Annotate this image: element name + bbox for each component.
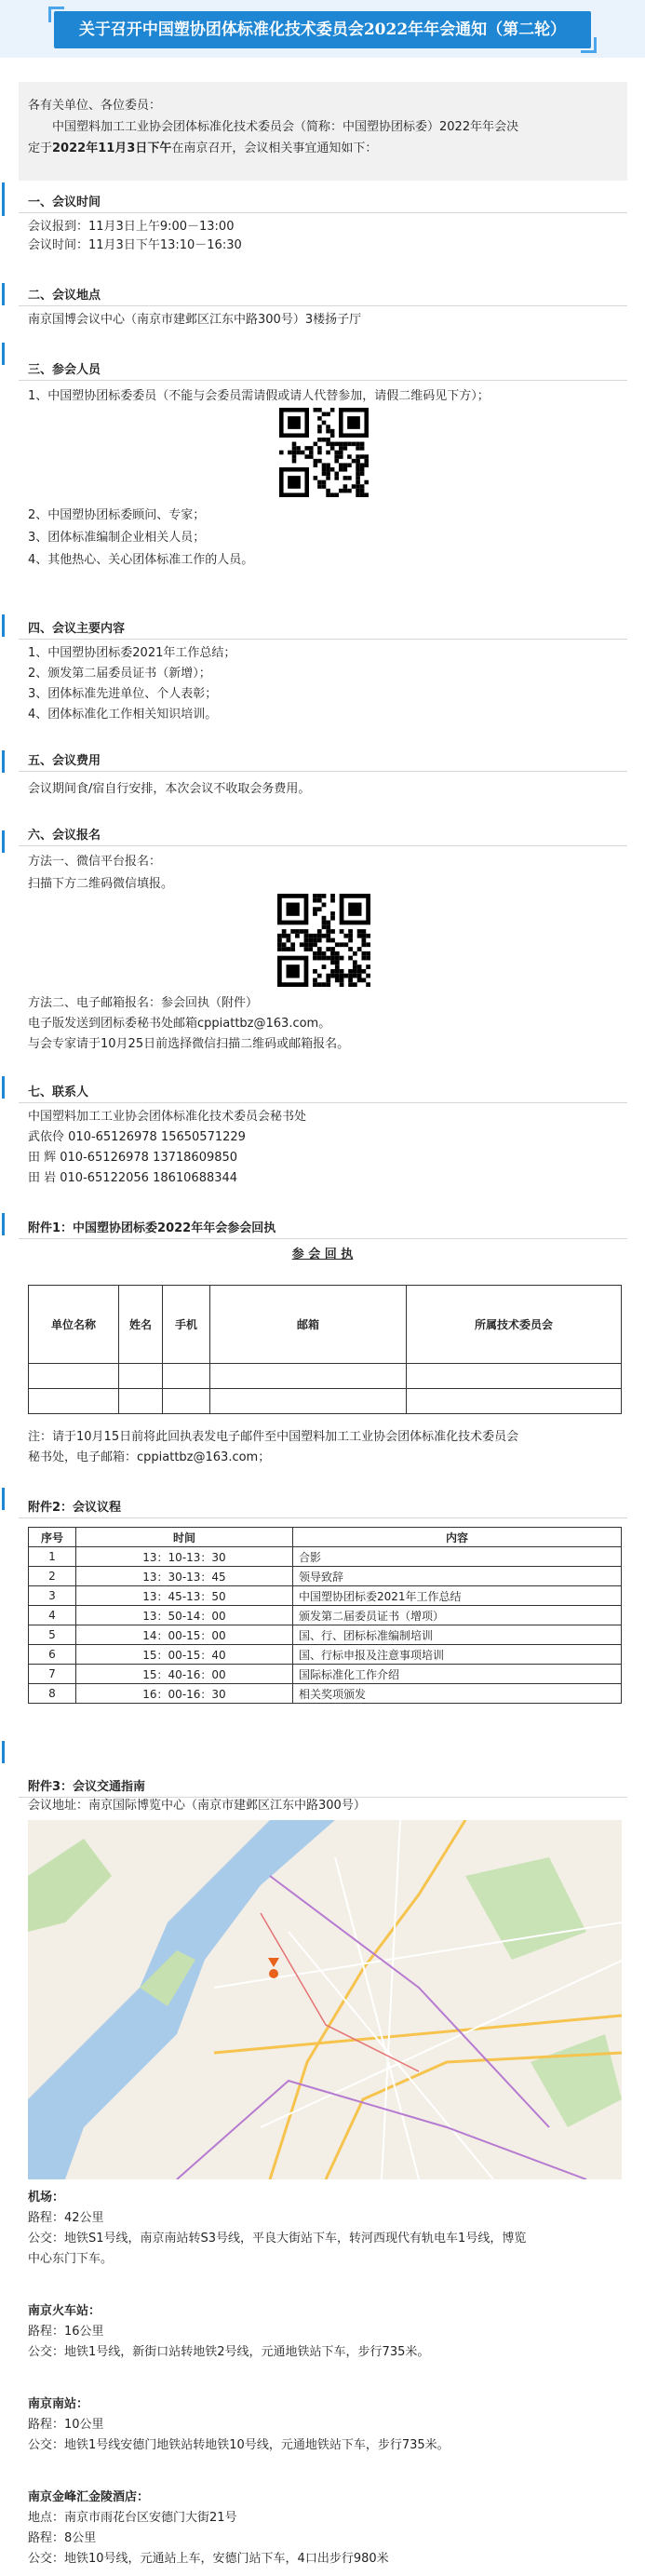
qr-code-register[interactable] [277,894,370,987]
s1-line-2: 会议时间：11月3日下午13:10－16:30 [28,238,242,252]
receipt-empty-row[interactable] [29,1364,622,1389]
divider [19,639,627,640]
agenda-row [29,1586,622,1606]
airport-distance: 路程：42公里 [28,2211,104,2225]
south-distance: 路程：10公里 [28,2418,104,2432]
greeting: 各有关单位、各位委员： [28,99,162,113]
section-1-title: 一、会议时间 [28,196,101,209]
s6-line-3: 方法二、电子邮箱报名：参会回执（附件） [28,996,259,1010]
divider [19,1102,627,1103]
agenda-content: 相关奖项颁发 [293,1684,622,1704]
agenda-no: 6 [29,1645,76,1665]
receipt-header: 所属技术委员会 [407,1286,622,1364]
s3-line-2: 2、中国塑协团标委顾问、专家； [28,508,206,522]
s6-line-4: 电子版发送到团标委秘书处邮箱cppiattbz@163.com。 [28,1017,331,1031]
venue-map[interactable] [28,1820,622,2179]
attachment-2-title: 附件2：会议议程 [28,1501,122,1515]
s4-line-2: 2、颁发第二届委员证书（新增）； [28,667,211,681]
intro-line-1: 中国塑料加工工业协会团体标准化技术委员会（简称：中国塑协团标委）2022年年会决 [52,120,519,134]
agenda-content: 颁发第二届委员证书（增项） [293,1606,622,1625]
agenda-content: 国、行、团标标准编制培训 [293,1625,622,1645]
receipt-header: 手机 [163,1286,210,1364]
agenda-no: 2 [29,1567,76,1586]
agenda-time: 14：00-15：00 [76,1625,293,1645]
agenda-row [29,1567,622,1586]
s4-line-4: 4、团体标准化工作相关知识培训。 [28,708,218,722]
agenda-time: 15：40-16：00 [76,1665,293,1684]
section-5-title: 五、会议费用 [28,754,101,768]
agenda-time: 13：50-14：00 [76,1606,293,1625]
qr-code-leave[interactable] [279,408,369,497]
left-accent-bar [0,69,7,2545]
s3-line-4: 4、其他热心、关心团体标准工作的人员。 [28,553,254,567]
agenda-row [29,1684,622,1704]
section-7-title: 七、联系人 [28,1086,89,1099]
receipt-form-title: 参 会 回 执 [291,1248,354,1261]
agenda-time: 13：30-13：45 [76,1567,293,1586]
agenda-content: 中国塑协团标委2021年工作总结 [293,1586,622,1606]
south-transit: 公交：地铁1号线安德门地铁站转地铁10号线，元通地铁站下车，步行735米。 [28,2438,450,2452]
divider [19,212,627,213]
intro-box [19,82,627,181]
s1-line-1: 会议报到：11月3日上午9:00－13:00 [28,220,235,234]
agenda-time: 15：00-15：40 [76,1645,293,1665]
airport-transit: 公交：地铁S1号线，南京南站转S3号线，平良大街站下车，转河西现代有轨电车1号线，博览 [28,2232,527,2246]
agenda-row [29,1645,622,1665]
agenda-time: 13：10-13：30 [76,1547,293,1567]
agenda-header: 内容 [293,1528,622,1547]
s4-line-1: 1、中国塑协团标委2021年工作总结； [28,646,236,660]
intro-line-2: 定于2022年11月3日下午在南京召开，会议相关事宜通知如下： [28,142,378,155]
s5-line-1: 会议期间食/宿自行安排，本次会议不收取会务费用。 [28,782,311,796]
section-4-title: 四、会议主要内容 [28,622,126,636]
hotel-address: 地点：南京市雨花台区安德门大街21号 [28,2511,237,2525]
receipt-table [28,1285,622,1414]
s4-line-3: 3、团体标准先进单位、个人表彰； [28,687,218,701]
s7-contact-3: 田 岩 010-65122056 18610688344 [28,1171,238,1185]
receipt-header: 邮箱 [210,1286,407,1364]
agenda-no: 1 [29,1547,76,1567]
divider [19,845,627,846]
s2-line-1: 南京国博会议中心（南京市建邺区江东中路300号）3楼扬子厅 [28,313,362,327]
airport-transit-cont: 中心东门下车。 [28,2252,114,2266]
s6-line-1: 方法一、微信平台报名： [28,855,162,869]
agenda-time: 13：45-13：50 [76,1586,293,1606]
agenda-no: 8 [29,1684,76,1704]
agenda-header: 序号 [29,1528,76,1547]
section-3-title: 三、参会人员 [28,363,101,377]
venue-address: 会议地址：南京国际博览中心（南京市建邺区江东中路300号） [28,1799,366,1813]
divider [19,305,627,306]
s6-line-2: 扫描下方二维码微信填报。 [28,877,174,891]
attachment-3-title: 附件3：会议交通指南 [28,1780,146,1794]
attachment-1-title: 附件1：中国塑协团标委2022年年会参会回执 [28,1221,276,1235]
agenda-content: 合影 [293,1547,622,1567]
divider [19,380,627,381]
s7-contact-2: 田 辉 010-65126978 13718609850 [28,1151,238,1165]
agenda-row [29,1606,622,1625]
s6-line-5: 与会专家请于10月25日前选择微信扫描二维码或邮箱报名。 [28,1037,350,1051]
agenda-content: 国、行标申报及注意事项培训 [293,1645,622,1665]
s3-line-1: 1、中国塑协团标委委员（不能与会委员需请假或请人代替参加，请假二维码见下方）； [28,389,490,403]
receipt-header: 姓名 [119,1286,163,1364]
s7-line-1: 中国塑料加工工业协会团体标准化技术委员会秘书处 [28,1110,307,1124]
agenda-header: 时间 [76,1528,293,1547]
receipt-note-1: 注：请于10月15日前将此回执表发电子邮件至中国塑料加工工业协会团体标准化技术委员会 [28,1430,519,1444]
airport-title: 机场： [28,2191,65,2205]
agenda-row [29,1625,622,1645]
agenda-no: 4 [29,1606,76,1625]
agenda-table [28,1527,622,1704]
divider [19,1517,627,1518]
train-station-title: 南京火车站： [28,2304,101,2318]
receipt-header: 单位名称 [29,1286,119,1364]
section-2-title: 二、会议地点 [28,289,101,303]
s3-line-3: 3、团体标准编制企业相关人员； [28,531,206,545]
agenda-row [29,1665,622,1684]
divider [19,771,627,772]
receipt-empty-row[interactable] [29,1389,622,1414]
agenda-time: 16：00-16：30 [76,1684,293,1704]
agenda-no: 3 [29,1586,76,1606]
divider [19,1238,627,1239]
section-6-title: 六、会议报名 [28,829,101,843]
train-transit: 公交：地铁1号线，新街口站转地铁2号线，元通地铁站下车，步行735米。 [28,2345,430,2359]
receipt-note-2: 秘书处，电子邮箱：cppiattbz@163.com； [28,1450,271,1464]
s7-contact-1: 武依伶 010-65126978 15650571229 [28,1130,246,1144]
train-distance: 路程：16公里 [28,2325,104,2339]
page-title: 关于召开中国塑协团体标准化技术委员会2022年年会通知（第二轮） [54,11,591,48]
hotel-distance: 路程：8公里 [28,2531,97,2545]
hotel-title: 南京金峰汇金陵酒店： [28,2490,150,2504]
agenda-row [29,1547,622,1567]
agenda-content: 国际标准化工作介绍 [293,1665,622,1684]
south-station-title: 南京南站： [28,2397,89,2411]
agenda-no: 5 [29,1625,76,1645]
agenda-no: 7 [29,1665,76,1684]
hotel-transit: 公交：地铁10号线，元通站上车，安德门站下车，4口出步行980米 [28,2552,389,2566]
agenda-content: 领导致辞 [293,1567,622,1586]
